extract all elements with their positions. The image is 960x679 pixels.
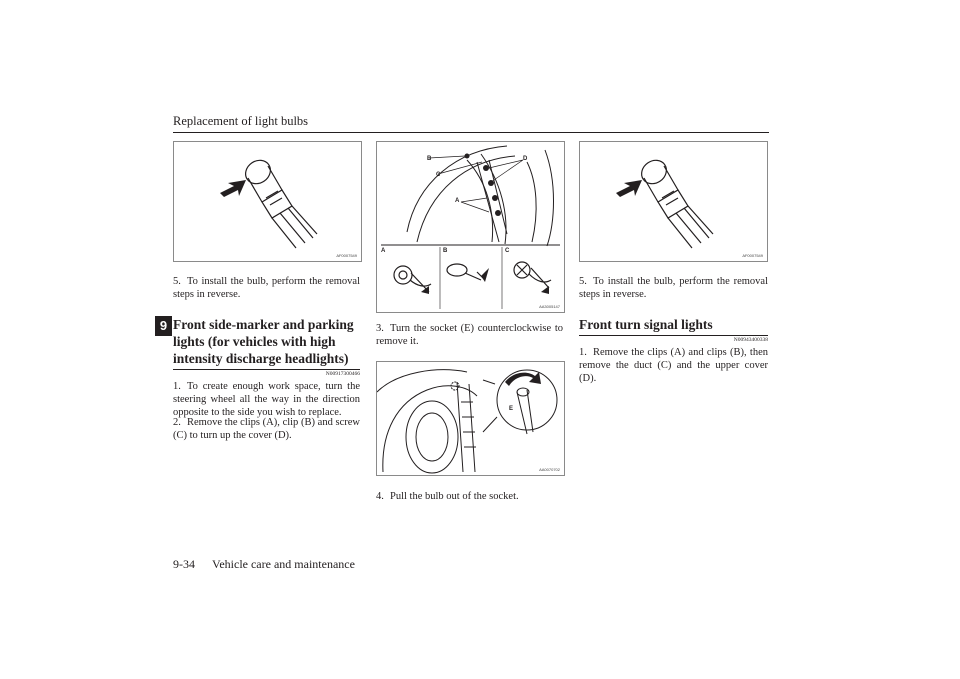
step-number: 3. — [376, 323, 384, 334]
page-footer — [173, 557, 372, 572]
wheel-housing-illustration — [377, 142, 564, 312]
figure-wheel-clips — [376, 141, 565, 313]
header-rule — [173, 132, 769, 133]
label-d: D — [523, 156, 528, 162]
arrow-icon — [616, 180, 642, 197]
socket-illustration — [377, 362, 564, 475]
section-heading-side-marker: Front side-marker and parking lights (for vehicles with high intensity discharge headlights) — [173, 317, 354, 366]
col2-step4 — [376, 490, 563, 503]
step-text: Remove the clips (A), clip (B) and screw (C) to turn up the cover (D). — [173, 417, 360, 441]
step-number: 2. — [173, 417, 181, 428]
col3-step5 — [579, 275, 768, 301]
figure-bulb-right — [579, 141, 768, 262]
step-text: Remove the clips (A) and clips (B), then remove the duct (C) and the upper cover (D). — [579, 347, 768, 384]
label-b: B — [427, 156, 432, 162]
figure-socket — [376, 361, 565, 476]
arrow-icon — [481, 268, 489, 282]
figure-code: AF0007549 — [336, 253, 357, 258]
label-a: A — [455, 198, 460, 204]
bulb-illustration — [580, 142, 767, 261]
step-text: To create enough work space, turn the steering wheel all the way in the direction opposite to the side you wish to replace. — [173, 381, 360, 418]
step-number: 4. — [376, 491, 384, 502]
step-text: Turn the socket (E) counterclockwise to remove it. — [376, 323, 563, 347]
step-number: 5. — [579, 276, 587, 287]
step-text: To install the bulb, perform the removal steps in reverse. — [173, 276, 360, 300]
step-number: 1. — [579, 347, 587, 358]
label-e: E — [509, 406, 514, 412]
heading-rule — [579, 335, 768, 336]
col3-step1 — [579, 346, 768, 385]
figure-bulb-left — [173, 141, 362, 262]
label-c: C — [436, 172, 441, 178]
col1-step5 — [173, 275, 360, 301]
rotate-arrow-icon — [505, 372, 541, 386]
figure-code: AA3005147 — [539, 304, 560, 309]
figure-code: AA0070702 — [539, 467, 560, 472]
bulb-illustration — [174, 142, 361, 261]
section-name: Vehicle care and maintenance — [212, 557, 355, 571]
subfig-label-b: B — [443, 248, 448, 254]
figure-code: AF0007549 — [742, 253, 763, 258]
subfig-label-c: C — [505, 248, 510, 254]
doc-id: N00917300466 — [325, 371, 360, 377]
col2-step3 — [376, 322, 563, 348]
section-heading-turn-signal: Front turn signal lights — [579, 317, 713, 332]
header-title: Replacement of light bulbs — [173, 114, 309, 128]
arrow-icon — [220, 180, 246, 197]
step-number: 1. — [173, 381, 181, 392]
col1-step2 — [173, 416, 360, 442]
arrow-icon — [541, 286, 549, 294]
step-text: Pull the bulb out of the socket. — [390, 491, 519, 502]
subfig-label-a: A — [381, 248, 386, 254]
heading-rule — [173, 369, 360, 370]
chapter-tab: 9 — [155, 316, 172, 336]
doc-id: N00943400338 — [733, 337, 768, 343]
step-number: 5. — [173, 276, 181, 287]
col1-step1 — [173, 380, 360, 419]
step-text: To install the bulb, perform the removal steps in reverse. — [579, 276, 768, 300]
page-number: 9-34 — [173, 557, 195, 571]
